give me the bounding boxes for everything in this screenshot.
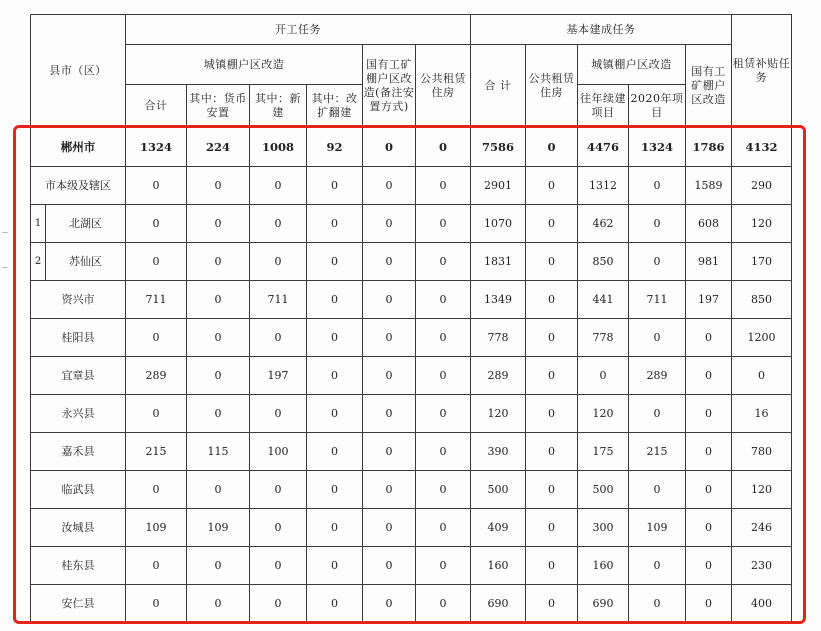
table-cell: 441 [578, 281, 629, 319]
table-cell: 0 [363, 547, 416, 585]
table-cell: 850 [578, 243, 629, 281]
table-cell: 109 [629, 509, 686, 547]
table-cell: 0 [187, 471, 250, 509]
table-cell: 0 [686, 395, 732, 433]
header-rent-subsidy: 租赁补贴任务 [732, 15, 792, 127]
table-cell: 0 [307, 433, 363, 471]
table-cell: 0 [526, 547, 578, 585]
table-cell: 0 [126, 585, 187, 623]
row-county-name: 苏仙区 [46, 243, 126, 281]
table-cell: 0 [686, 433, 732, 471]
table-cell: 0 [307, 167, 363, 205]
table-cell: 0 [629, 205, 686, 243]
table-cell: 0 [629, 585, 686, 623]
table-cell: 0 [416, 509, 471, 547]
table-cell: 981 [686, 243, 732, 281]
table-cell: 289 [629, 357, 686, 395]
table-cell: 850 [732, 281, 792, 319]
table-cell: 0 [250, 205, 307, 243]
table-row [31, 471, 792, 509]
row-county-name: 宜章县 [31, 357, 126, 395]
table-row [31, 357, 792, 395]
table-cell: 0 [126, 205, 187, 243]
table-cell: 711 [126, 281, 187, 319]
table-cell: 109 [126, 509, 187, 547]
table-cell: 120 [471, 395, 526, 433]
table-cell: 0 [363, 471, 416, 509]
table-cell: 778 [578, 319, 629, 357]
table-cell: 300 [578, 509, 629, 547]
table-cell: 197 [250, 357, 307, 395]
table-cell: 778 [471, 319, 526, 357]
table-cell: 115 [187, 433, 250, 471]
table-cell: 0 [126, 319, 187, 357]
table-row [31, 281, 792, 319]
table-cell: 7586 [471, 127, 526, 167]
header-prev-years: 往年续建项目 [578, 85, 629, 127]
header-renovation: 其中：改扩翻建 [307, 85, 363, 127]
table-cell: 120 [732, 205, 792, 243]
table-row [31, 433, 792, 471]
table-cell: 0 [307, 319, 363, 357]
table-cell: 0 [526, 281, 578, 319]
table-cell: 1008 [250, 127, 307, 167]
table-cell: 0 [526, 205, 578, 243]
table-row [31, 585, 792, 623]
table-row [31, 395, 792, 433]
table-cell: 0 [416, 433, 471, 471]
table-cell: 0 [250, 547, 307, 585]
row-county-name: 桂东县 [31, 547, 126, 585]
table-cell: 0 [629, 243, 686, 281]
table-cell: 0 [307, 205, 363, 243]
table-cell: 0 [526, 127, 578, 167]
table-cell: 0 [416, 319, 471, 357]
table-cell: 0 [526, 319, 578, 357]
table-cell: 1200 [732, 319, 792, 357]
table-cell: 100 [250, 433, 307, 471]
table-cell: 0 [307, 509, 363, 547]
table-cell: 0 [187, 357, 250, 395]
table-cell: 0 [307, 585, 363, 623]
table-cell: 0 [250, 167, 307, 205]
header-start-tasks: 开工任务 [126, 15, 471, 45]
table-cell: 0 [686, 471, 732, 509]
row-county-name: 临武县 [31, 471, 126, 509]
table-cell: 0 [526, 357, 578, 395]
table-cell: 0 [187, 205, 250, 243]
table-cell: 0 [526, 585, 578, 623]
table-cell: 0 [578, 357, 629, 395]
table-cell: 780 [732, 433, 792, 471]
table-cell: 0 [686, 357, 732, 395]
table-cell: 0 [629, 395, 686, 433]
table-cell: 0 [307, 281, 363, 319]
table-row [31, 243, 792, 281]
table-cell: 0 [363, 127, 416, 167]
row-county-name: 郴州市 [31, 127, 126, 167]
margin-mark [2, 267, 8, 268]
table-cell: 230 [732, 547, 792, 585]
table-cell: 290 [732, 167, 792, 205]
table-cell: 0 [126, 547, 187, 585]
table-cell: 0 [250, 243, 307, 281]
row-county-name: 安仁县 [31, 585, 126, 623]
header-public-rental: 公共租赁住房 [416, 45, 471, 127]
row-county-name: 桂阳县 [31, 319, 126, 357]
header-basic-tasks: 基本建成任务 [471, 15, 732, 45]
table-cell: 390 [471, 433, 526, 471]
table-cell: 0 [526, 243, 578, 281]
table-cell: 500 [578, 471, 629, 509]
table-cell: 92 [307, 127, 363, 167]
table-row [31, 127, 792, 167]
table-cell: 0 [250, 585, 307, 623]
row-county-name: 嘉禾县 [31, 433, 126, 471]
table-cell: 289 [471, 357, 526, 395]
row-county-name: 永兴县 [31, 395, 126, 433]
table-cell: 160 [578, 547, 629, 585]
table-cell: 409 [471, 509, 526, 547]
table-cell: 0 [250, 471, 307, 509]
table-cell: 0 [629, 167, 686, 205]
table-cell: 0 [363, 585, 416, 623]
table-cell: 0 [416, 357, 471, 395]
header-county: 县市（区） [31, 15, 126, 127]
table-cell: 197 [686, 281, 732, 319]
table-cell: 0 [416, 167, 471, 205]
row-county-name: 汝城县 [31, 509, 126, 547]
table-cell: 0 [363, 167, 416, 205]
table-cell: 0 [629, 547, 686, 585]
table-cell: 0 [416, 281, 471, 319]
table-cell: 0 [416, 395, 471, 433]
table-cell: 0 [686, 585, 732, 623]
table-cell: 0 [126, 471, 187, 509]
table-cell: 690 [471, 585, 526, 623]
table-cell: 1070 [471, 205, 526, 243]
table-cell: 0 [250, 319, 307, 357]
table-cell: 0 [416, 471, 471, 509]
table-cell: 0 [126, 167, 187, 205]
header-basic-total: 合 计 [471, 45, 526, 127]
table-cell: 0 [307, 243, 363, 281]
table-cell: 0 [629, 319, 686, 357]
table-cell: 400 [732, 585, 792, 623]
table-cell: 0 [363, 357, 416, 395]
header-monetary: 其中：货币安置 [187, 85, 250, 127]
table-cell: 0 [732, 357, 792, 395]
table-cell: 109 [187, 509, 250, 547]
table-cell: 0 [363, 319, 416, 357]
table-cell: 4132 [732, 127, 792, 167]
table-cell: 289 [126, 357, 187, 395]
table-cell: 16 [732, 395, 792, 433]
table-cell: 0 [526, 395, 578, 433]
table-cell: 215 [126, 433, 187, 471]
table-cell: 1786 [686, 127, 732, 167]
table-cell: 0 [307, 471, 363, 509]
table-cell: 2901 [471, 167, 526, 205]
header-basic-public-rental: 公共租赁住房 [526, 45, 578, 127]
table-cell: 711 [629, 281, 686, 319]
table-cell: 4476 [578, 127, 629, 167]
table-cell: 0 [526, 167, 578, 205]
table-cell: 1312 [578, 167, 629, 205]
table-cell: 0 [416, 585, 471, 623]
table-cell: 0 [686, 319, 732, 357]
table-cell: 0 [526, 509, 578, 547]
table-cell: 1324 [629, 127, 686, 167]
table-cell: 0 [363, 243, 416, 281]
table-cell: 175 [578, 433, 629, 471]
table-cell: 500 [471, 471, 526, 509]
table-cell: 0 [187, 585, 250, 623]
table-cell: 1324 [126, 127, 187, 167]
row-index: 2 [31, 243, 46, 281]
table-cell: 0 [416, 205, 471, 243]
table-cell: 0 [416, 243, 471, 281]
housing-task-table [30, 14, 792, 623]
table-cell: 1349 [471, 281, 526, 319]
table-cell: 120 [578, 395, 629, 433]
table-cell: 0 [363, 281, 416, 319]
table-row [31, 167, 792, 205]
table-cell: 0 [629, 471, 686, 509]
header-new-build: 其中：新 建 [250, 85, 307, 127]
table-cell: 120 [732, 471, 792, 509]
table-row [31, 319, 792, 357]
table-row [31, 547, 792, 585]
header-basic-state-mines: 国有工矿棚户区改造 [686, 45, 732, 127]
table-cell: 170 [732, 243, 792, 281]
table-cell: 0 [187, 281, 250, 319]
table-cell: 0 [363, 509, 416, 547]
table-cell: 0 [307, 547, 363, 585]
table-cell: 0 [187, 547, 250, 585]
table-cell: 711 [250, 281, 307, 319]
header-state-mines: 国有工矿棚户区改造(备注安置方式) [363, 45, 416, 127]
table-cell: 0 [187, 243, 250, 281]
table-cell: 246 [732, 509, 792, 547]
table-cell: 0 [363, 205, 416, 243]
table-cell: 1589 [686, 167, 732, 205]
row-index: 1 [31, 205, 46, 243]
header-urban-renovation: 城镇棚户区改造 [126, 45, 363, 85]
row-county-name: 北湖区 [46, 205, 126, 243]
table-cell: 0 [250, 395, 307, 433]
table-row [31, 205, 792, 243]
table-cell: 0 [526, 471, 578, 509]
table-cell: 0 [526, 433, 578, 471]
table-cell: 0 [416, 547, 471, 585]
table-cell: 0 [307, 357, 363, 395]
table-cell: 0 [686, 509, 732, 547]
table-cell: 0 [363, 433, 416, 471]
table-cell: 0 [686, 547, 732, 585]
table-cell: 690 [578, 585, 629, 623]
table-row [31, 509, 792, 547]
table-cell: 0 [416, 127, 471, 167]
table-cell: 224 [187, 127, 250, 167]
margin-mark [2, 232, 8, 233]
row-county-name: 市本级及辖区 [31, 167, 126, 205]
table-cell: 0 [187, 395, 250, 433]
row-county-name: 资兴市 [31, 281, 126, 319]
table-cell: 215 [629, 433, 686, 471]
table-cell: 0 [307, 395, 363, 433]
header-total: 合计 [126, 85, 187, 127]
table-cell: 462 [578, 205, 629, 243]
table-cell: 0 [187, 319, 250, 357]
header-basic-urban: 城镇棚户区改造 [578, 45, 686, 85]
table-cell: 1831 [471, 243, 526, 281]
table-cell: 0 [187, 167, 250, 205]
table-cell: 0 [126, 243, 187, 281]
header-2020: 2020年项目 [629, 85, 686, 127]
table-cell: 0 [250, 509, 307, 547]
table-cell: 0 [363, 395, 416, 433]
table-cell: 160 [471, 547, 526, 585]
table-cell: 608 [686, 205, 732, 243]
table-cell: 0 [126, 395, 187, 433]
